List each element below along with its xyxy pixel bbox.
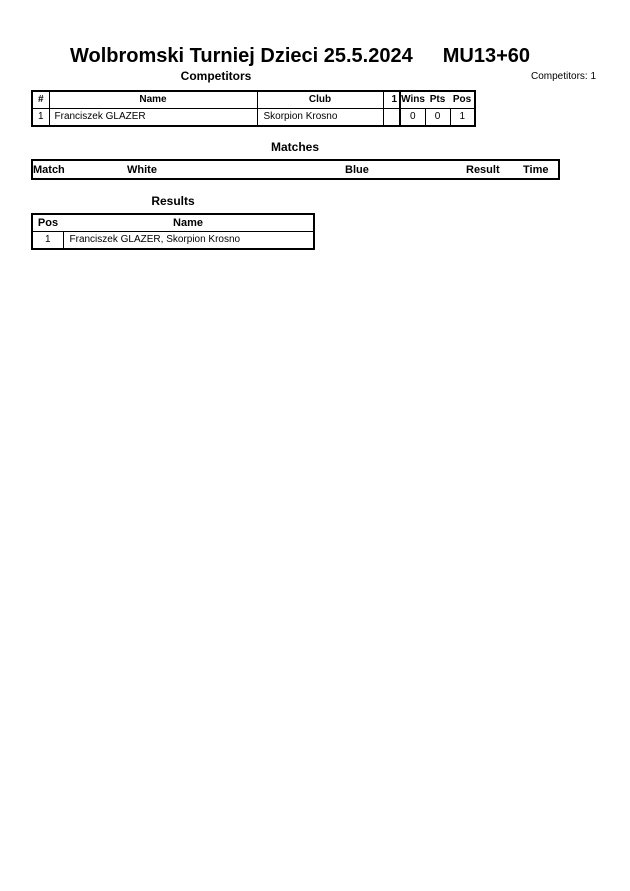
stats-header-row <box>400 91 475 109</box>
table-row <box>32 109 400 127</box>
col-wins: Wins <box>401 94 425 105</box>
col-pos: Pos <box>37 217 59 229</box>
page-title <box>70 45 530 68</box>
col-match: Match <box>33 164 65 176</box>
competitors-heading: Competitors <box>180 69 252 83</box>
results-table <box>31 213 315 250</box>
competitor-name: Franciszek GLAZER <box>49 109 257 127</box>
competitor-club: Skorpion Krosno <box>257 109 383 127</box>
col-pts: Pts <box>429 94 446 105</box>
tournament-title: Wolbromski Turniej Dzieci 25.5.2024 <box>70 45 413 67</box>
col-white: White <box>127 164 157 176</box>
competitor-num: 1 <box>32 109 49 127</box>
matches-table <box>31 159 560 180</box>
col-club: Club <box>257 91 383 109</box>
competitors-table-wrap <box>31 90 476 127</box>
competitor-pos: 1 <box>450 109 475 127</box>
table-row <box>32 232 314 250</box>
competitors-stats-table <box>399 90 476 127</box>
competitor-pts: 0 <box>425 109 450 127</box>
col-time: Time <box>523 164 549 176</box>
col-pos: Pos <box>452 94 472 105</box>
competitor-wins: 0 <box>400 109 425 127</box>
results-heading: Results <box>151 194 195 208</box>
result-name: Franciszek GLAZER, Skorpion Krosno <box>63 232 314 250</box>
table-row <box>400 109 475 127</box>
col-result: Result <box>466 164 500 176</box>
col-name: Name <box>173 217 203 229</box>
competitors-header-row <box>32 91 400 109</box>
col-name: Name <box>49 91 257 109</box>
competitors-count: Competitors: 1 <box>531 71 597 82</box>
results-header-row <box>32 214 314 232</box>
col-blue: Blue <box>345 164 369 176</box>
col-round: 1 <box>383 91 400 109</box>
category-label: MU13+60 <box>442 45 531 67</box>
competitor-round-cell <box>383 109 400 127</box>
matches-heading: Matches <box>270 140 320 154</box>
result-pos: 1 <box>32 232 63 250</box>
col-num: # <box>32 91 49 109</box>
competitors-table <box>31 90 401 127</box>
